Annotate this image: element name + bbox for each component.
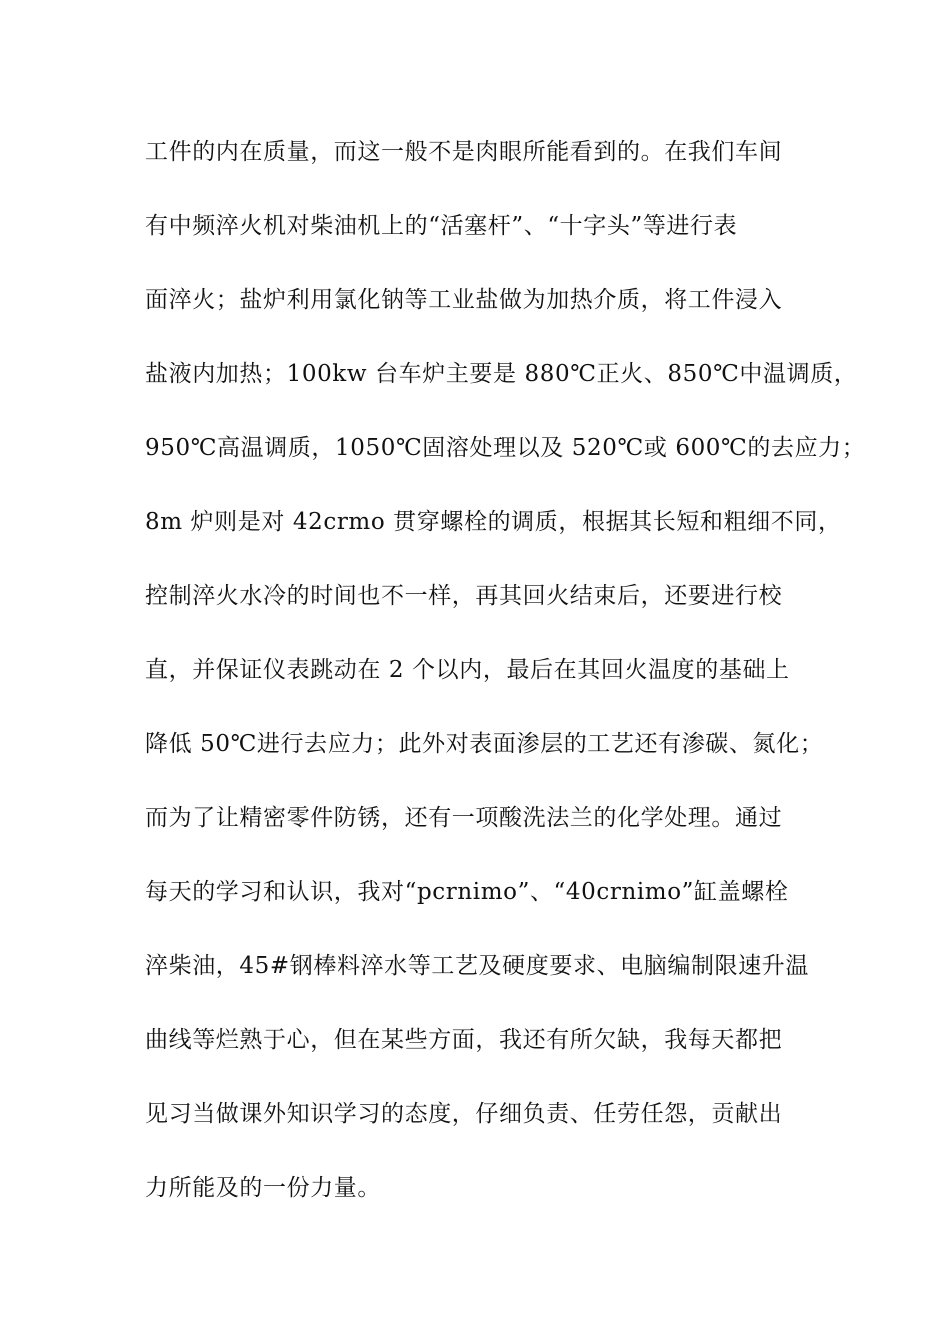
text-line: 曲线等烂熟于心，但在某些方面，我还有所欠缺，我每天都把 bbox=[145, 1027, 783, 1053]
body-paragraph bbox=[145, 132, 866, 1242]
text-line: 每天的学习和认识，我对“pcrnimo”、“40crnimo”缸盖螺栓 bbox=[145, 879, 789, 905]
text-line: 而为了让精密零件防锈，还有一项酸洗法兰的化学处理。通过 bbox=[145, 805, 783, 831]
text-line: 力所能及的一份力量。 bbox=[145, 1175, 381, 1201]
text-line: 950℃高温调质，1050℃固溶处理以及 520℃或 600℃的去应力； bbox=[145, 435, 866, 461]
text-line: 8m 炉则是对 42crmo 贯穿螺栓的调质，根据其长短和粗细不同， bbox=[145, 509, 842, 535]
text-line: 有中频淬火机对柴油机上的“活塞杆”、“十字头”等进行表 bbox=[145, 213, 738, 239]
text-line: 盐液内加热；100kw 台车炉主要是 880℃正火、850℃中温调质， bbox=[145, 361, 858, 387]
text-line: 工件的内在质量，而这一般不是肉眼所能看到的。在我们车间 bbox=[145, 139, 783, 165]
text-line: 降低 50℃进行去应力；此外对表面渗层的工艺还有渗碳、氮化； bbox=[145, 731, 824, 757]
text-line: 控制淬火水冷的时间也不一样，再其回火结束后，还要进行校 bbox=[145, 583, 783, 609]
text-line: 见习当做课外知识学习的态度，仔细负责、任劳任怨，贡献出 bbox=[145, 1101, 783, 1127]
text-line: 面淬火；盐炉利用氯化钠等工业盐做为加热介质，将工件浸入 bbox=[145, 287, 783, 313]
text-line: 直，并保证仪表跳动在 2 个以内，最后在其回火温度的基础上 bbox=[145, 657, 790, 683]
text-line: 淬柴油，45#钢棒料淬水等工艺及硬度要求、电脑编制限速升温 bbox=[145, 953, 809, 979]
